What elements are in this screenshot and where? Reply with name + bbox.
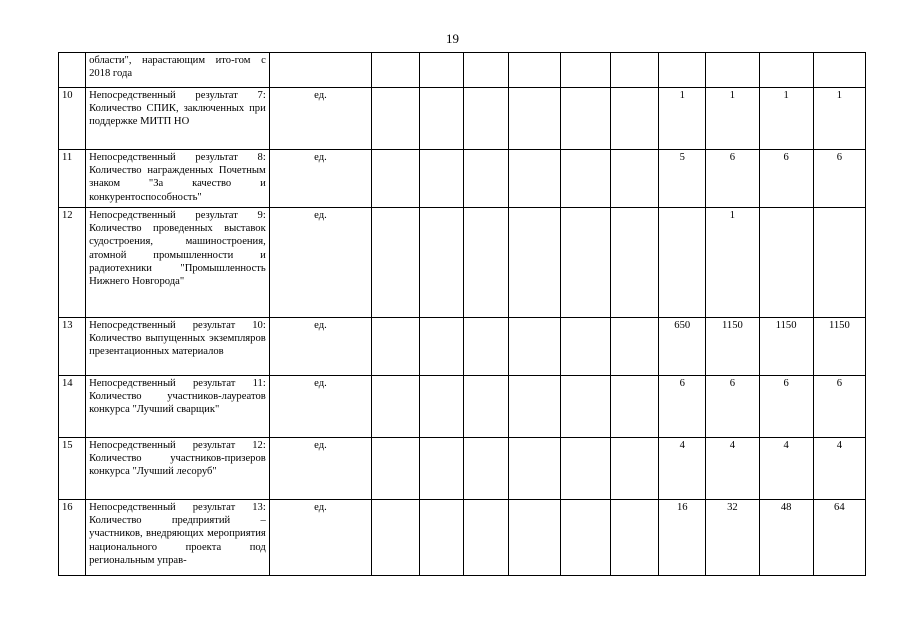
value-cell: [420, 150, 464, 208]
value-cell: [372, 88, 420, 150]
value-cell: 6: [706, 376, 759, 438]
value-cell: 4: [759, 438, 813, 500]
unit-cell: ед.: [269, 88, 371, 150]
value-cell: [560, 88, 610, 150]
indicators-table: [58, 52, 866, 576]
indicator-name: Непосредственный результат 8: Количество награжденных Почетным знаком "За качество и конкурентоспособность": [86, 150, 270, 208]
value-cell: [560, 208, 610, 318]
indicator-name: Непосредственный результат 13: Количество предприятий – участников, внедряющих мероприятия национального проекта под региональным управ-: [86, 500, 270, 576]
table-row: [59, 53, 866, 88]
value-cell: [420, 500, 464, 576]
value-cell: [372, 208, 420, 318]
unit-cell: ед.: [269, 376, 371, 438]
value-cell: [420, 53, 464, 88]
value-cell: [420, 208, 464, 318]
value-cell: [659, 208, 706, 318]
value-cell: [508, 376, 560, 438]
row-number: 13: [59, 318, 86, 376]
value-cell: 16: [659, 500, 706, 576]
indicator-name: Непосредственный результат 9: Количество проведенных выставок судостроения, машиностроения, атомной промышленности и радиотехники "Промышленность Нижнего Новгорода": [86, 208, 270, 318]
row-number: 16: [59, 500, 86, 576]
value-cell: [508, 500, 560, 576]
value-cell: [508, 208, 560, 318]
row-number: 10: [59, 88, 86, 150]
value-cell: 1: [813, 88, 865, 150]
value-cell: [759, 208, 813, 318]
value-cell: [560, 318, 610, 376]
indicator-name: Непосредственный результат 10: Количество выпущенных экземпляров презентационных материалов: [86, 318, 270, 376]
value-cell: [464, 150, 508, 208]
value-cell: [372, 150, 420, 208]
value-cell: 650: [659, 318, 706, 376]
value-cell: 1: [659, 88, 706, 150]
value-cell: [508, 53, 560, 88]
value-cell: [464, 88, 508, 150]
value-cell: 1150: [759, 318, 813, 376]
value-cell: 6: [659, 376, 706, 438]
value-cell: [610, 438, 658, 500]
table-row: [59, 318, 866, 376]
value-cell: [610, 376, 658, 438]
value-cell: [372, 318, 420, 376]
value-cell: [610, 500, 658, 576]
value-cell: 6: [813, 150, 865, 208]
value-cell: 1: [759, 88, 813, 150]
value-cell: [610, 88, 658, 150]
page-number: 19: [446, 31, 459, 46]
unit-cell: ед.: [269, 438, 371, 500]
value-cell: 1150: [706, 318, 759, 376]
table-row: [59, 438, 866, 500]
unit-cell: ед.: [269, 318, 371, 376]
value-cell: [560, 150, 610, 208]
unit-cell: [269, 53, 371, 88]
value-cell: [508, 150, 560, 208]
value-cell: 6: [759, 150, 813, 208]
unit-cell: ед.: [269, 500, 371, 576]
value-cell: [420, 438, 464, 500]
value-cell: [610, 208, 658, 318]
table-body: [59, 53, 866, 576]
value-cell: [372, 376, 420, 438]
row-number: [59, 53, 86, 88]
value-cell: [813, 53, 865, 88]
indicator-name: Непосредственный результат 7: Количество СПИК, заключенных при поддержке МИТП НО: [86, 88, 270, 150]
indicator-name: области", нарастающим ито-гом с 2018 года: [86, 53, 270, 88]
value-cell: [610, 53, 658, 88]
value-cell: [560, 438, 610, 500]
value-cell: [560, 376, 610, 438]
value-cell: [508, 438, 560, 500]
value-cell: [610, 150, 658, 208]
value-cell: [464, 53, 508, 88]
value-cell: 6: [759, 376, 813, 438]
value-cell: [560, 500, 610, 576]
value-cell: [372, 53, 420, 88]
value-cell: [508, 318, 560, 376]
value-cell: 1: [706, 208, 759, 318]
row-number: 15: [59, 438, 86, 500]
value-cell: 1: [706, 88, 759, 150]
table-row: [59, 150, 866, 208]
value-cell: 64: [813, 500, 865, 576]
table-row: [59, 376, 866, 438]
value-cell: 6: [813, 376, 865, 438]
value-cell: [464, 376, 508, 438]
value-cell: [706, 53, 759, 88]
row-number: 14: [59, 376, 86, 438]
row-number: 11: [59, 150, 86, 208]
value-cell: 4: [659, 438, 706, 500]
value-cell: [560, 53, 610, 88]
value-cell: [759, 53, 813, 88]
value-cell: 1150: [813, 318, 865, 376]
value-cell: 6: [706, 150, 759, 208]
value-cell: [420, 376, 464, 438]
value-cell: [464, 318, 508, 376]
indicator-name: Непосредственный результат 12: Количество участников-призеров конкурса "Лучший лесоруб": [86, 438, 270, 500]
value-cell: [372, 438, 420, 500]
value-cell: [372, 500, 420, 576]
value-cell: 48: [759, 500, 813, 576]
table-row: [59, 500, 866, 576]
value-cell: 32: [706, 500, 759, 576]
value-cell: [610, 318, 658, 376]
value-cell: [420, 88, 464, 150]
table-row: [59, 88, 866, 150]
value-cell: 4: [813, 438, 865, 500]
value-cell: 5: [659, 150, 706, 208]
value-cell: [659, 53, 706, 88]
table-row: [59, 208, 866, 318]
value-cell: [813, 208, 865, 318]
value-cell: [508, 88, 560, 150]
indicator-name: Непосредственный результат 11: Количество участников-лауреатов конкурса "Лучший сварщик": [86, 376, 270, 438]
unit-cell: ед.: [269, 208, 371, 318]
value-cell: [420, 318, 464, 376]
value-cell: [464, 500, 508, 576]
value-cell: 4: [706, 438, 759, 500]
value-cell: [464, 208, 508, 318]
row-number: 12: [59, 208, 86, 318]
unit-cell: ед.: [269, 150, 371, 208]
value-cell: [464, 438, 508, 500]
